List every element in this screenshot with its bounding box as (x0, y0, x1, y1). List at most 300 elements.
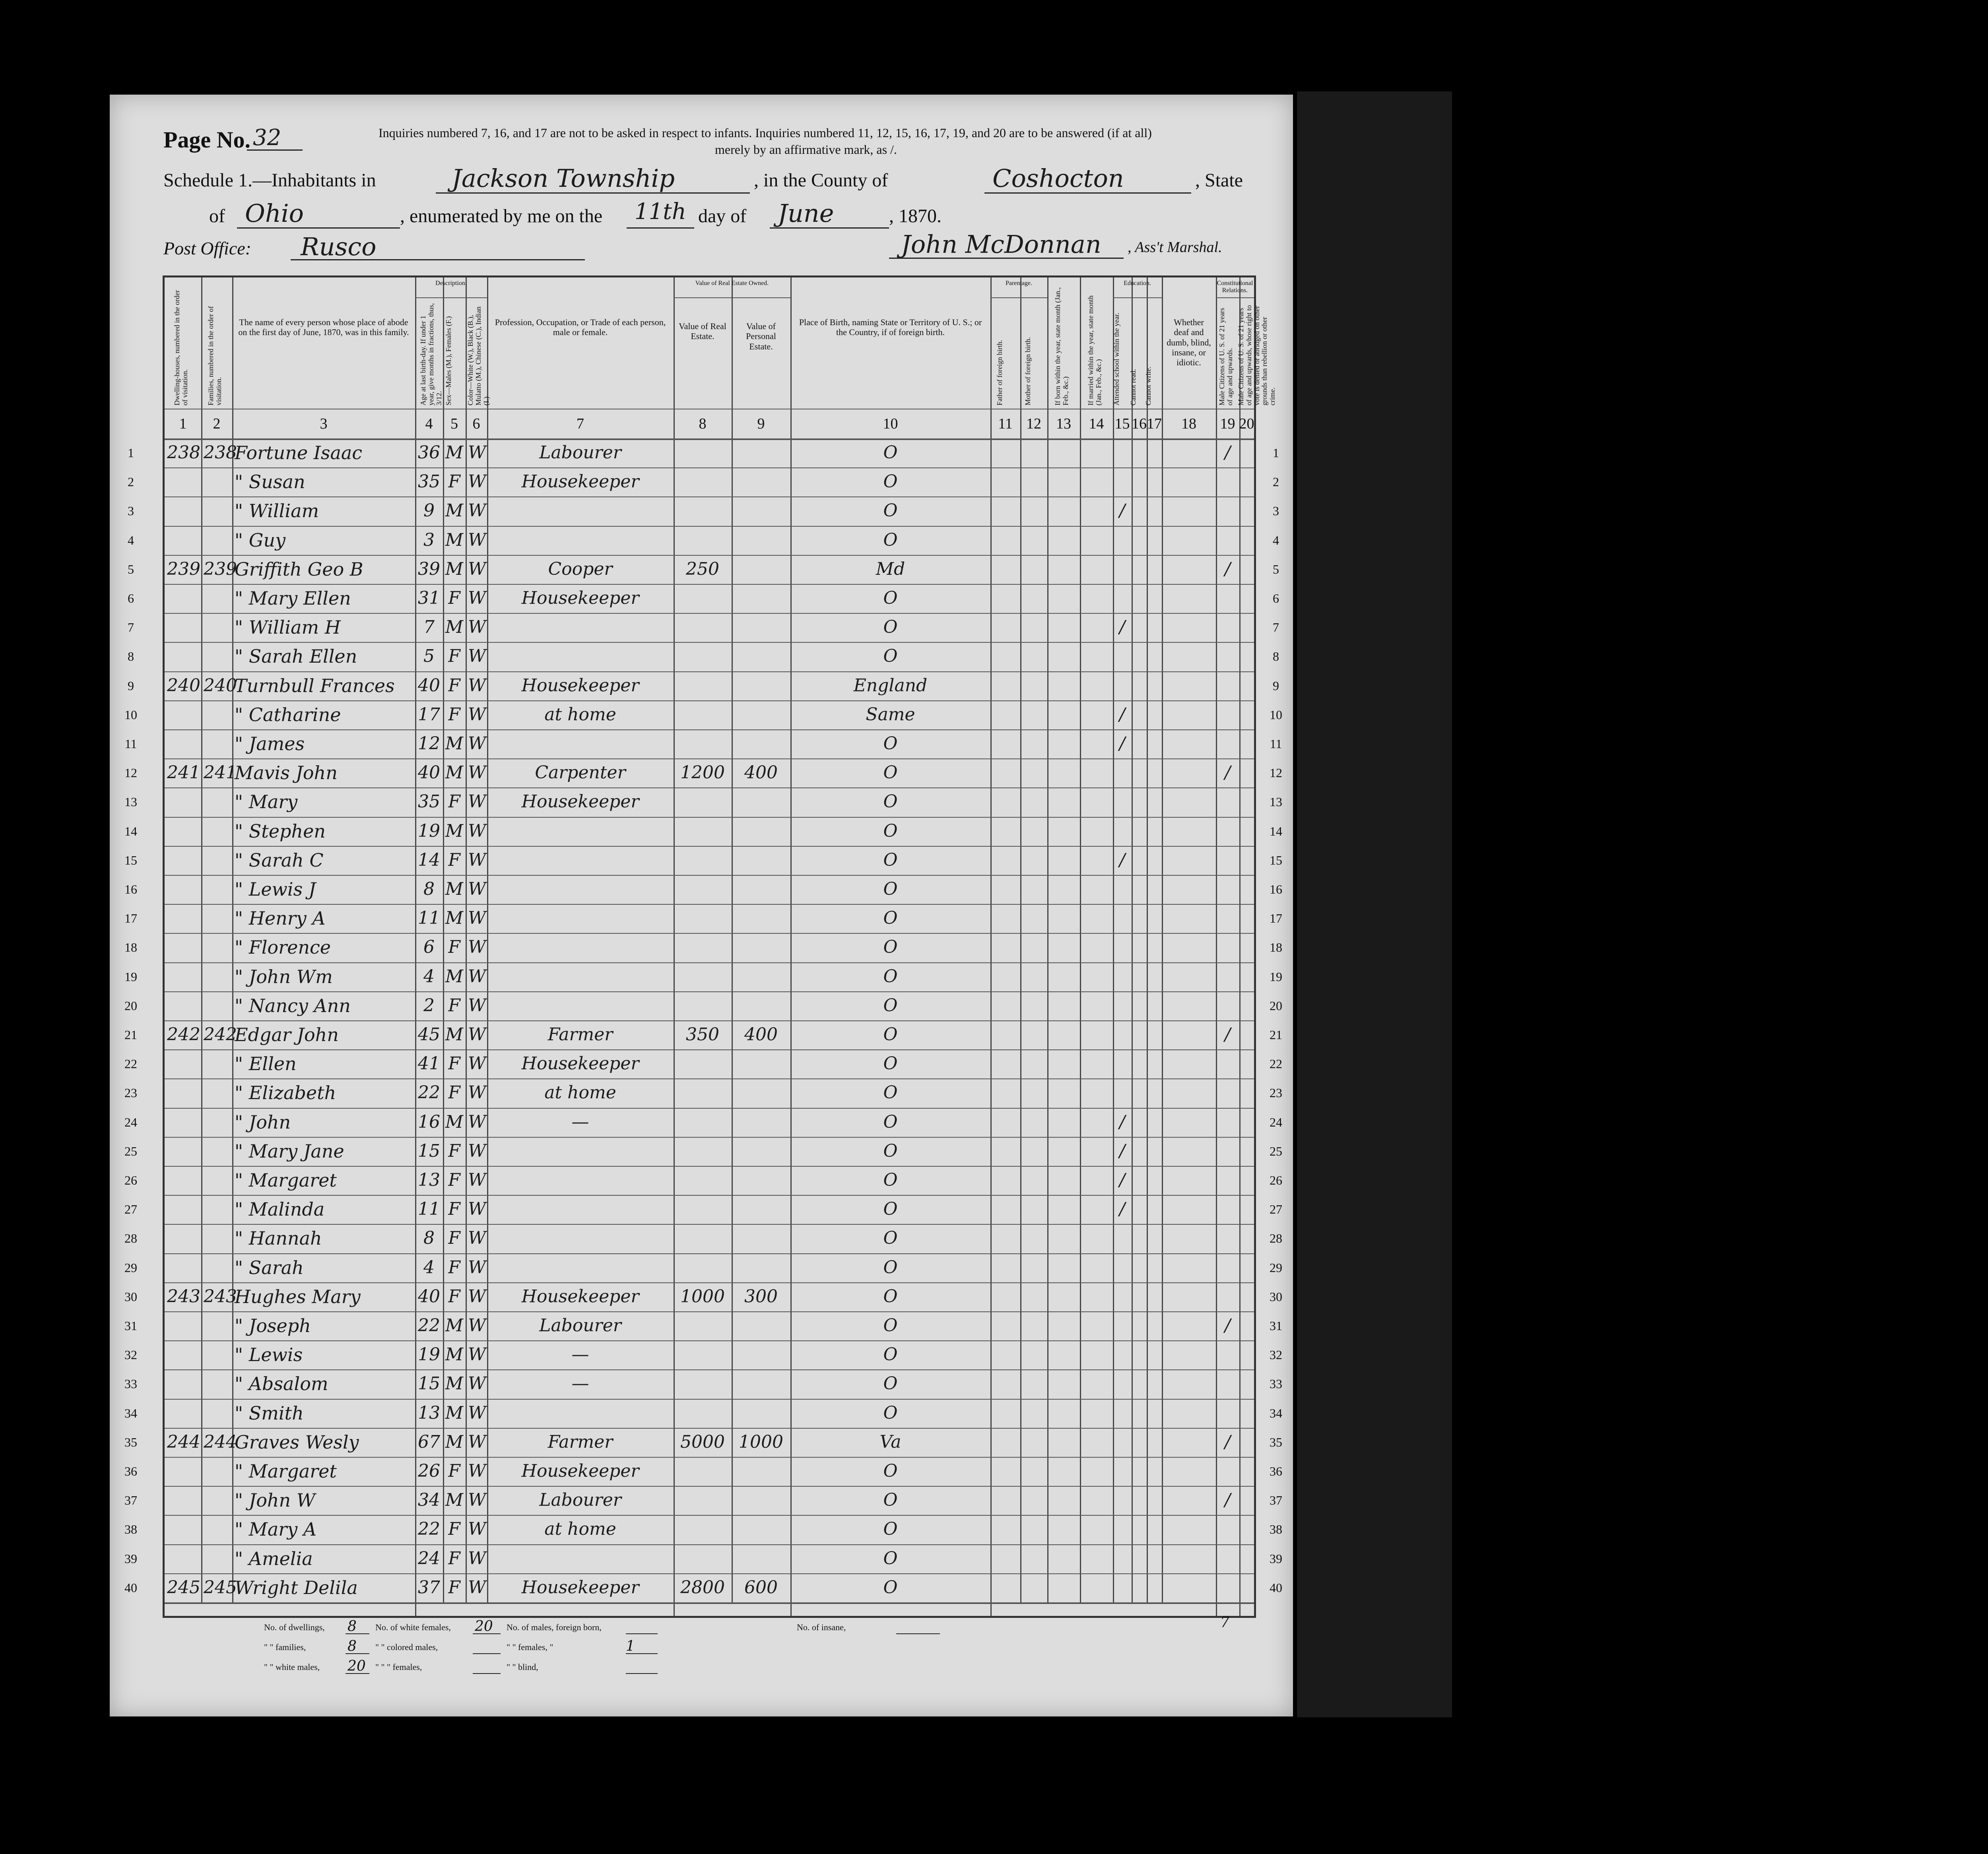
table-row (165, 1137, 1254, 1166)
cell-occupation: Housekeeper (521, 1577, 639, 1598)
cell-personal (734, 614, 788, 641)
cell-age: 35 (418, 791, 440, 812)
cell-real (676, 672, 729, 699)
row-number: 6 (128, 591, 134, 605)
cell-citizen (1218, 1167, 1237, 1194)
cell-personal: 300 (744, 1286, 778, 1307)
table-row (165, 438, 1254, 467)
cell-age: 22 (418, 1315, 440, 1336)
footer-blank-line (473, 1633, 501, 1634)
cell-name: Fortune Isaac (235, 442, 363, 464)
cell-family (204, 934, 230, 961)
cell-sex: F (448, 1286, 460, 1307)
cell-color: W (468, 1228, 486, 1249)
cell-occupation (489, 876, 671, 903)
cell-color: W (468, 1402, 486, 1423)
cell-family (204, 1487, 230, 1514)
row-number-right: 25 (1270, 1144, 1282, 1158)
cell-school (1115, 1050, 1129, 1077)
cell-birth: O (883, 937, 898, 958)
cell-personal (734, 1138, 788, 1165)
cell-name: " Margaret (235, 1169, 337, 1191)
footer-families-label: " " families, (264, 1642, 306, 1652)
row-number-right: 24 (1270, 1115, 1282, 1129)
column-header-19: Male Citizens of U. S. of 21 years of age and upwards. (1217, 308, 1234, 405)
column-number: 7 (577, 415, 584, 432)
cell-name: " Henry A (235, 908, 326, 929)
column-header-12: Mother of foreign birth. (1024, 337, 1032, 405)
cell-occupation (489, 1225, 671, 1252)
cell-personal (734, 730, 788, 757)
row-number-right: 37 (1270, 1493, 1282, 1508)
cell-name: " James (235, 733, 305, 754)
cell-color: W (468, 937, 486, 958)
cell-family: 245 (204, 1577, 237, 1598)
cell-citizen: / (1225, 442, 1231, 463)
cell-sex: F (448, 1199, 460, 1220)
cell-sex: F (448, 1140, 460, 1161)
census-table (124, 275, 1282, 1674)
cell-sex: F (448, 1548, 460, 1569)
cell-family: 238 (204, 442, 237, 463)
cell-color: W (468, 1286, 486, 1307)
group-rule (1216, 297, 1254, 298)
cell-name: " Joseph (235, 1315, 311, 1336)
cell-name: " Sarah C (235, 849, 324, 871)
row-number: 17 (124, 911, 137, 926)
column-number: 14 (1089, 415, 1104, 432)
cell-occupation (489, 1545, 671, 1572)
footer-divider (674, 1602, 675, 1616)
cell-family (204, 1516, 230, 1543)
column-header-15: Attended school within the year. (1112, 312, 1120, 405)
row-number-right: 32 (1270, 1348, 1282, 1362)
cell-school (1115, 818, 1129, 845)
cell-school (1115, 992, 1129, 1019)
table-row (165, 729, 1254, 758)
cell-citizen: / (1225, 762, 1231, 783)
cell-sex: F (448, 1053, 460, 1074)
cell-age: 15 (418, 1140, 440, 1161)
cell-dwelling (167, 847, 199, 874)
cell-school (1115, 934, 1129, 961)
group-header-parentage: Parentage. (1005, 280, 1033, 287)
cell-real (676, 1050, 729, 1077)
month-line (770, 227, 889, 229)
cell-sex: M (445, 617, 464, 638)
cell-personal (734, 1050, 788, 1077)
table-row (165, 613, 1254, 642)
cell-birth: O (883, 1024, 898, 1045)
footer-dwellings-label: No. of dwellings, (264, 1622, 325, 1632)
cell-citizen: / (1225, 1490, 1231, 1511)
table-row (165, 1340, 1254, 1369)
table-row (165, 1486, 1254, 1515)
cell-personal (734, 1516, 788, 1543)
cell-citizen (1218, 1545, 1237, 1572)
row-number: 4 (128, 533, 134, 547)
cell-color: W (468, 995, 486, 1016)
group-rule (990, 297, 1047, 298)
cell-family: 241 (204, 762, 237, 783)
row-number-right: 20 (1270, 998, 1282, 1013)
row-number: 30 (124, 1289, 137, 1304)
row-number: 2 (128, 475, 134, 489)
row-number-right: 38 (1270, 1522, 1282, 1537)
row-number-right: 1 (1273, 446, 1279, 460)
row-number: 16 (124, 882, 137, 896)
cell-dwelling (167, 963, 199, 990)
table-row (165, 1428, 1254, 1457)
cell-age: 13 (418, 1170, 440, 1190)
row-number: 31 (124, 1319, 137, 1333)
cell-real (676, 439, 729, 466)
cell-sex: F (448, 471, 460, 492)
column-header-10: Place of Birth, naming State or Territory of U. S.; or the Country, if of foreign birth. (799, 317, 982, 337)
column-number: 8 (699, 415, 707, 432)
cell-personal (734, 963, 788, 990)
table-row (165, 1020, 1254, 1049)
cell-personal (734, 1545, 788, 1572)
column-header-14: If married within the year, state month (Jan., Feb., &c.) (1086, 295, 1103, 405)
enumeration-month: June (778, 199, 834, 228)
cell-birth: O (883, 733, 898, 754)
cell-dwelling (167, 1400, 199, 1427)
table-row (165, 846, 1254, 875)
enumeration-day: 11th (635, 199, 686, 225)
cell-citizen (1218, 1254, 1237, 1281)
footer-blind-label: " " blind, (507, 1662, 538, 1672)
row-number: 14 (124, 824, 137, 838)
cell-birth: O (883, 995, 898, 1016)
cell-age: 31 (418, 588, 440, 608)
row-number-right: 39 (1270, 1551, 1282, 1566)
cell-dwelling (167, 1487, 199, 1514)
marshal-line (889, 258, 1124, 259)
cell-name: " Nancy Ann (235, 995, 351, 1016)
cell-dwelling: 243 (167, 1286, 200, 1307)
cell-age: 22 (418, 1082, 440, 1103)
table-row (165, 1224, 1254, 1253)
post-office-line (291, 259, 585, 260)
county: Coshocton (992, 164, 1124, 193)
cell-personal (734, 992, 788, 1019)
row-number-right: 19 (1270, 969, 1282, 984)
cell-dwelling (167, 614, 199, 641)
cell-birth: O (883, 820, 898, 841)
cell-sex: F (448, 937, 460, 958)
cell-color: W (468, 1140, 486, 1161)
cell-school (1115, 759, 1129, 786)
cell-school (1115, 1400, 1129, 1427)
day-line (627, 227, 694, 229)
cell-citizen (1218, 585, 1237, 612)
table-row (165, 700, 1254, 729)
cell-citizen: / (1225, 1315, 1231, 1336)
cell-color: W (468, 1257, 486, 1278)
cell-occupation (489, 614, 671, 641)
cell-color: W (468, 1490, 486, 1511)
cell-color: W (468, 762, 486, 783)
row-number: 11 (124, 737, 137, 751)
column-header-3: The name of every person whose place of abode on the first day of June, 1870, was in this family. (238, 317, 409, 337)
cell-real (676, 1079, 729, 1106)
row-number: 35 (124, 1435, 137, 1449)
cell-color: W (468, 1344, 486, 1365)
cell-dwelling (167, 730, 199, 757)
table-row (165, 758, 1254, 787)
cell-citizen (1218, 1341, 1237, 1368)
cell-age: 6 (423, 937, 435, 958)
row-number-right: 11 (1270, 737, 1282, 751)
cell-family: 239 (204, 559, 237, 579)
cell-real (676, 963, 729, 990)
cell-dwelling (167, 1370, 199, 1397)
cell-personal: 600 (744, 1577, 778, 1598)
table-row (165, 1282, 1254, 1311)
cell-real: 1000 (680, 1286, 725, 1307)
row-number: 15 (124, 853, 137, 867)
cell-real: 1200 (680, 762, 725, 783)
cell-color: W (468, 1111, 486, 1132)
cell-birth: O (883, 1140, 898, 1161)
table-row (165, 584, 1254, 613)
cell-birth: O (883, 588, 898, 608)
row-number: 32 (124, 1348, 137, 1362)
cell-school (1115, 1370, 1129, 1397)
cell-dwelling (167, 1545, 199, 1572)
cell-family (204, 992, 230, 1019)
cell-citizen (1218, 643, 1237, 670)
cell-family (204, 1138, 230, 1165)
cell-occupation (489, 730, 671, 757)
table-row (165, 817, 1254, 846)
cell-family (204, 1254, 230, 1281)
cell-birth: O (883, 1082, 898, 1103)
cell-sex: F (448, 1228, 460, 1249)
cell-personal (734, 556, 788, 583)
cell-citizen (1218, 730, 1237, 757)
cell-school (1115, 1254, 1129, 1281)
cell-color: W (468, 646, 486, 667)
cell-birth: O (883, 1315, 898, 1336)
cell-citizen (1218, 1196, 1237, 1223)
cell-occupation (489, 497, 671, 524)
cell-family (204, 1079, 230, 1106)
footer-blank-line (346, 1633, 369, 1634)
cell-age: 39 (418, 559, 440, 579)
township: Jackson Township (452, 164, 675, 193)
row-number: 33 (124, 1377, 137, 1391)
cell-personal (734, 672, 788, 699)
cell-birth: O (883, 1053, 898, 1074)
enumerated-label: , enumerated by me on the (400, 206, 603, 227)
row-number: 27 (124, 1202, 137, 1217)
column-header-4: Age at last birth-day. If under 1 year, give months in fractions, thus, 3/12. (419, 303, 443, 405)
cell-sex: F (448, 646, 460, 667)
cell-personal (734, 643, 788, 670)
cell-name: " Mary A (235, 1518, 317, 1540)
cell-school: / (1119, 617, 1125, 638)
cell-birth: O (883, 1344, 898, 1365)
cell-occupation: — (571, 1111, 589, 1132)
cell-real (676, 1109, 729, 1136)
footer-colored-females-label: " " " females, (375, 1662, 422, 1672)
cell-real (676, 1312, 729, 1339)
row-number-right: 21 (1270, 1028, 1282, 1042)
cell-age: 3 (423, 529, 435, 550)
column-number: 13 (1056, 415, 1071, 432)
cell-birth: England (853, 675, 928, 696)
cell-school: / (1119, 1170, 1125, 1190)
cell-personal (734, 1167, 788, 1194)
column-number: 2 (213, 415, 221, 432)
cell-real (676, 1400, 729, 1427)
footer-white-females-value: 20 (475, 1618, 493, 1635)
cell-personal (734, 439, 788, 466)
cell-family (204, 1225, 230, 1252)
cell-sex: M (445, 442, 464, 463)
cell-dwelling (167, 1225, 199, 1252)
cell-age: 13 (418, 1402, 440, 1423)
table-row (165, 496, 1254, 526)
cell-family (204, 701, 230, 728)
notice-line-1: Inquiries numbered 7, 16, and 17 are not to be asked in respect to infants. Inquiries numbered 11, 12, 15, 16, 17, 19, and 20 are to be answered (if at all) (379, 126, 1152, 140)
cell-personal (734, 788, 788, 815)
year-label: , 1870. (889, 206, 942, 227)
footer-divider (1216, 1602, 1217, 1616)
row-number-right: 7 (1273, 620, 1279, 635)
cell-color: W (468, 1170, 486, 1190)
cell-birth: O (883, 471, 898, 492)
cell-real (676, 905, 729, 932)
cell-name: " Ellen (235, 1053, 297, 1075)
cell-color: W (468, 1373, 486, 1394)
cell-name: Wright Delila (235, 1577, 358, 1598)
cell-school (1115, 1429, 1129, 1456)
cell-occupation (489, 905, 671, 932)
cell-sex: F (448, 1461, 460, 1481)
cell-color: W (468, 1548, 486, 1569)
row-number: 24 (124, 1115, 137, 1129)
cell-real (676, 527, 729, 554)
cell-family (204, 1312, 230, 1339)
group-header-constitutional: Constitutional Relations. (1217, 280, 1253, 294)
row-rule (165, 1602, 1254, 1604)
cell-birth: O (883, 442, 898, 463)
cell-real (676, 1516, 729, 1543)
row-number-right: 36 (1270, 1464, 1282, 1478)
cell-age: 8 (423, 1228, 435, 1249)
cell-real (676, 876, 729, 903)
cell-dwelling: 244 (167, 1431, 200, 1452)
cell-color: W (468, 1082, 486, 1103)
row-number: 5 (128, 562, 134, 576)
column-header-5: Sex—Males (M.), Females (F.) (444, 316, 452, 405)
cell-real (676, 818, 729, 845)
row-number: 13 (124, 795, 137, 809)
column-number: 16 (1132, 415, 1147, 432)
state-label: , State (1195, 170, 1243, 191)
post-office-label: Post Office: (163, 238, 251, 258)
cell-dwelling (167, 701, 199, 728)
cell-occupation (489, 1254, 671, 1281)
cell-color: W (468, 529, 486, 550)
cell-sex: F (448, 675, 460, 696)
cell-personal (734, 1400, 788, 1427)
cell-citizen: / (1225, 1431, 1231, 1452)
column-number: 4 (425, 415, 433, 432)
row-number-right: 5 (1273, 562, 1279, 576)
cell-school (1115, 585, 1129, 612)
row-number: 8 (128, 649, 134, 664)
cell-personal (734, 1254, 788, 1281)
cell-occupation: at home (544, 704, 616, 725)
cell-age: 11 (418, 908, 440, 929)
cell-occupation: Housekeeper (521, 675, 639, 696)
cell-family (204, 818, 230, 845)
cell-sex: F (448, 849, 460, 870)
cell-dwelling (167, 497, 199, 524)
row-number: 28 (124, 1231, 137, 1246)
cell-family (204, 1167, 230, 1194)
column-number: 20 (1239, 415, 1254, 432)
cell-birth: O (883, 966, 898, 987)
cell-name: " Mary (235, 791, 298, 813)
footer-blank-line (626, 1633, 658, 1634)
cell-occupation: Farmer (547, 1431, 613, 1452)
cell-name: " Margaret (235, 1460, 337, 1482)
cell-family (204, 585, 230, 612)
cell-real (676, 934, 729, 961)
cell-color: W (468, 1024, 486, 1045)
cell-personal (734, 1079, 788, 1106)
cell-citizen (1218, 1516, 1237, 1543)
cell-occupation: Housekeeper (521, 1053, 639, 1074)
cell-sex: M (445, 1431, 464, 1452)
footer-colored-males-label: " " colored males, (375, 1642, 438, 1652)
adjacent-page-edge (1297, 91, 1452, 1717)
cell-sex: F (448, 1257, 460, 1278)
cell-school (1115, 1312, 1129, 1339)
cell-occupation: at home (544, 1082, 616, 1103)
cell-name: " Malinda (235, 1199, 325, 1220)
cell-family (204, 963, 230, 990)
group-header-education: Education. (1124, 280, 1151, 287)
cell-citizen (1218, 788, 1237, 815)
cell-citizen (1218, 818, 1237, 845)
cell-dwelling: 245 (167, 1577, 200, 1598)
cell-occupation: Labourer (539, 442, 621, 463)
cell-color: W (468, 588, 486, 608)
cell-family (204, 527, 230, 554)
cell-age: 17 (418, 704, 440, 725)
footer-blank-line (346, 1653, 369, 1654)
cell-birth: O (883, 1373, 898, 1394)
cell-real (676, 1138, 729, 1165)
of-label: of (209, 206, 225, 227)
footer-white-females-label: No. of white females, (375, 1622, 451, 1632)
cell-dwelling (167, 1458, 199, 1485)
cell-real (676, 730, 729, 757)
cell-name: Edgar John (235, 1024, 339, 1045)
row-number: 37 (124, 1493, 137, 1508)
marshal-label: , Ass't Marshal. (1128, 239, 1222, 256)
cell-sex: M (445, 1402, 464, 1423)
cell-dwelling (167, 1516, 199, 1543)
cell-dwelling (167, 905, 199, 932)
cell-age: 8 (423, 879, 435, 899)
